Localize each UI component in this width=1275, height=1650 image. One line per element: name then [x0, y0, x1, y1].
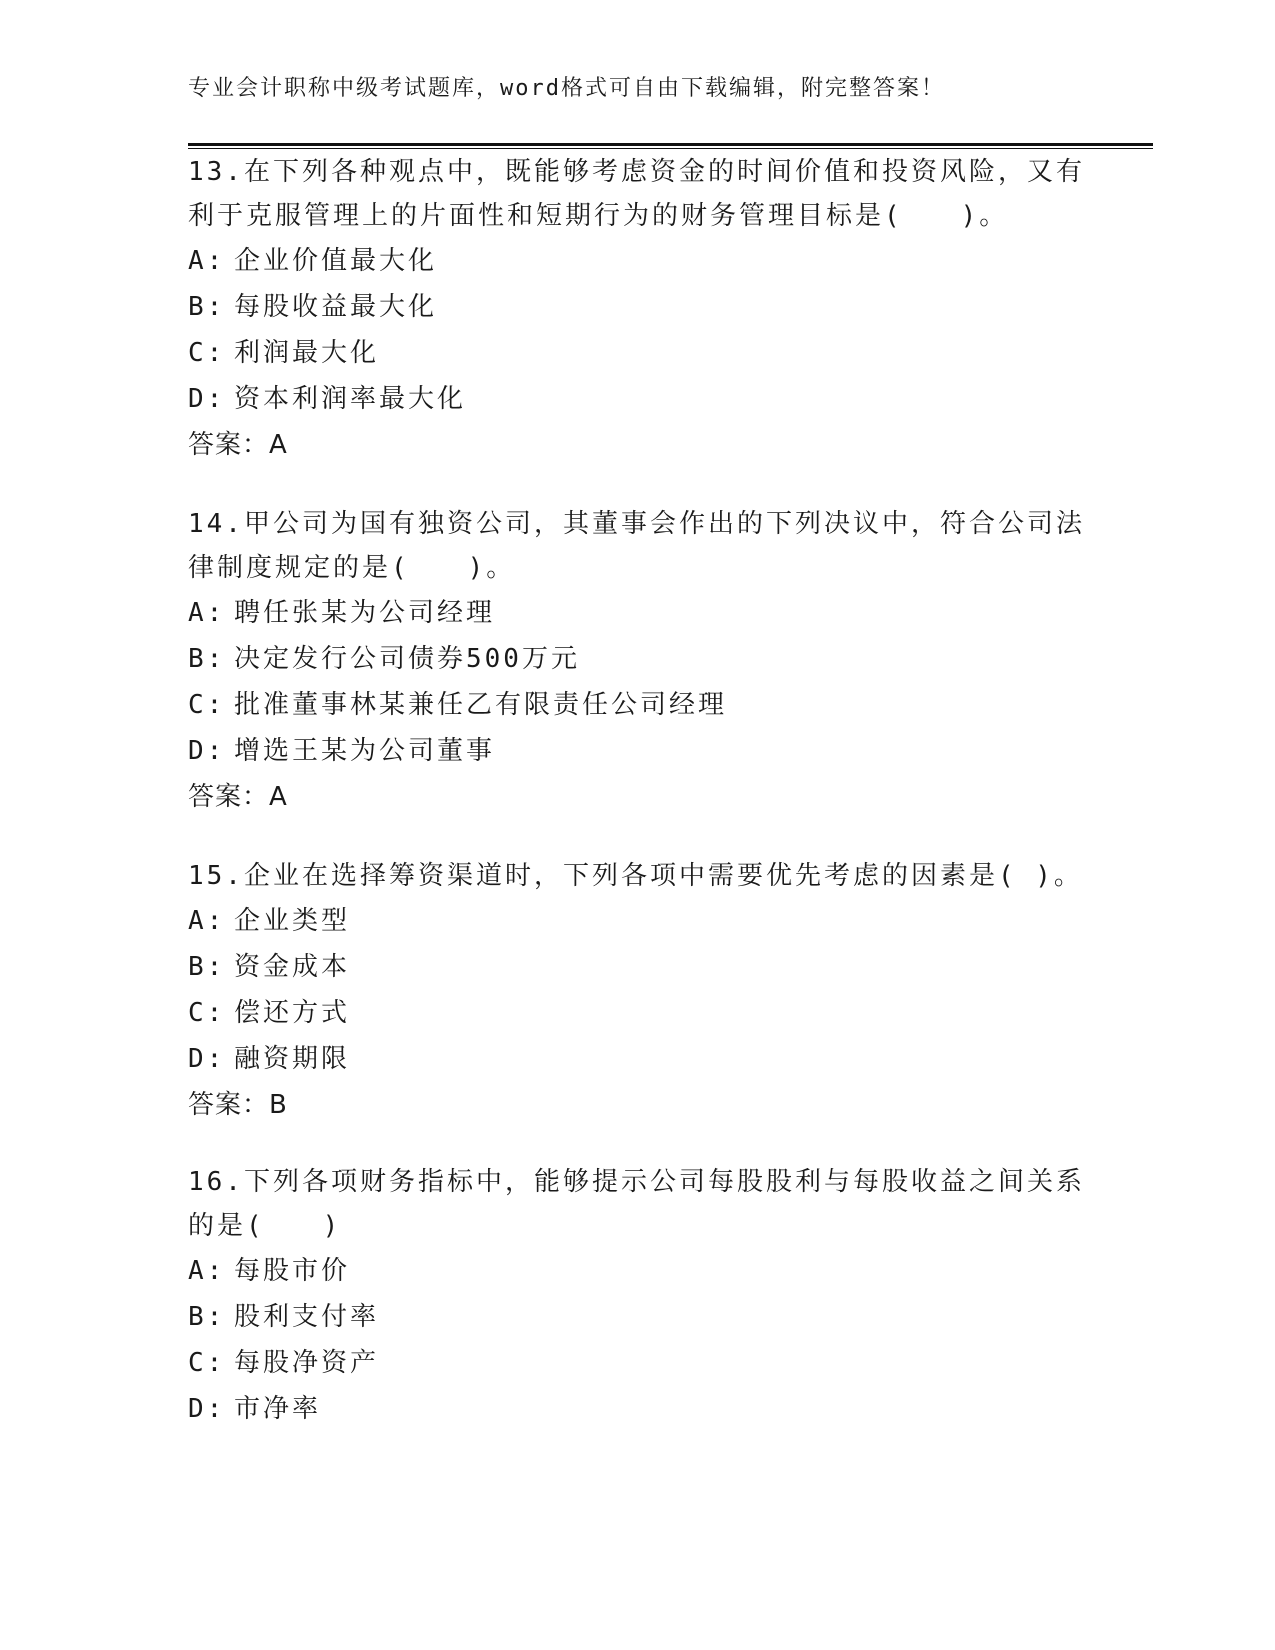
option-c: [188, 990, 1088, 1036]
question-text-line: 16.下列各项财务指标中，能够提示公司每股股利与每股收益之间关系: [188, 1167, 1085, 1197]
question-text-line: 14.甲公司为国有独资公司，其董事会作出的下列决议中，符合公司法: [188, 509, 1085, 539]
option-text: 资本利润率最大化: [234, 384, 467, 414]
option-letter: B:: [188, 644, 226, 674]
option-text: 每股净资产: [234, 1348, 380, 1378]
option-a: [188, 590, 1088, 636]
answer-label: 答案：A: [188, 782, 288, 812]
option-b: [188, 636, 1088, 682]
option-d: [188, 728, 1088, 774]
question-text-line: 律制度规定的是( )。: [188, 553, 516, 583]
option-letter: C:: [188, 338, 226, 368]
option-letter: A:: [188, 906, 226, 936]
option-text: 企业价值最大化: [234, 246, 438, 276]
page-header: 专业会计职称中级考试题库，word格式可自由下载编辑，附完整答案！: [188, 76, 945, 101]
option-letter: D:: [188, 1044, 226, 1074]
question-13: [188, 150, 1088, 468]
option-letter: D:: [188, 1394, 226, 1424]
option-letter: B:: [188, 952, 226, 982]
question-text-line: 的是( ): [188, 1211, 342, 1241]
option-text: 企业类型: [234, 906, 351, 936]
option-letter: C:: [188, 998, 226, 1028]
option-text: 决定发行公司债券500万元: [234, 644, 580, 674]
answer-label: 答案：A: [188, 430, 288, 460]
question-14: [188, 502, 1088, 820]
option-text: 融资期限: [234, 1044, 351, 1074]
option-text: 偿还方式: [234, 998, 351, 1028]
option-b: [188, 1294, 1088, 1340]
option-letter: C:: [188, 690, 226, 720]
option-b: [188, 944, 1088, 990]
question-16: [188, 1160, 1088, 1432]
option-letter: B:: [188, 1302, 226, 1332]
option-letter: A:: [188, 598, 226, 628]
option-text: 聘任张某为公司经理: [234, 598, 496, 628]
option-text: 资金成本: [234, 952, 351, 982]
option-letter: A:: [188, 1256, 226, 1286]
option-letter: D:: [188, 384, 226, 414]
option-letter: A:: [188, 246, 226, 276]
option-c: [188, 1340, 1088, 1386]
option-a: [188, 898, 1088, 944]
option-a: [188, 238, 1088, 284]
option-d: [188, 1386, 1088, 1432]
option-text: 每股市价: [234, 1256, 351, 1286]
question-text-line: 15.企业在选择筹资渠道时，下列各项中需要优先考虑的因素是( )。: [188, 861, 1083, 891]
question-15: [188, 854, 1088, 1128]
option-text: 增选王某为公司董事: [234, 736, 496, 766]
option-c: [188, 682, 1088, 728]
question-text-line: 13.在下列各种观点中，既能够考虑资金的时间价值和投资风险，又有: [188, 157, 1085, 187]
option-text: 股利支付率: [234, 1302, 380, 1332]
option-text: 每股收益最大化: [234, 292, 438, 322]
option-letter: D:: [188, 736, 226, 766]
option-letter: C:: [188, 1348, 226, 1378]
header-divider: [188, 143, 1153, 149]
option-text: 市净率: [234, 1394, 322, 1424]
option-b: [188, 284, 1088, 330]
option-text: 利润最大化: [234, 338, 380, 368]
option-letter: B:: [188, 292, 226, 322]
option-text: 批准董事林某兼任乙有限责任公司经理: [234, 690, 728, 720]
option-d: [188, 376, 1088, 422]
option-c: [188, 330, 1088, 376]
question-text-line: 利于克服管理上的片面性和短期行为的财务管理目标是( )。: [188, 201, 1009, 231]
option-a: [188, 1248, 1088, 1294]
answer-label: 答案：B: [188, 1090, 288, 1120]
option-d: [188, 1036, 1088, 1082]
